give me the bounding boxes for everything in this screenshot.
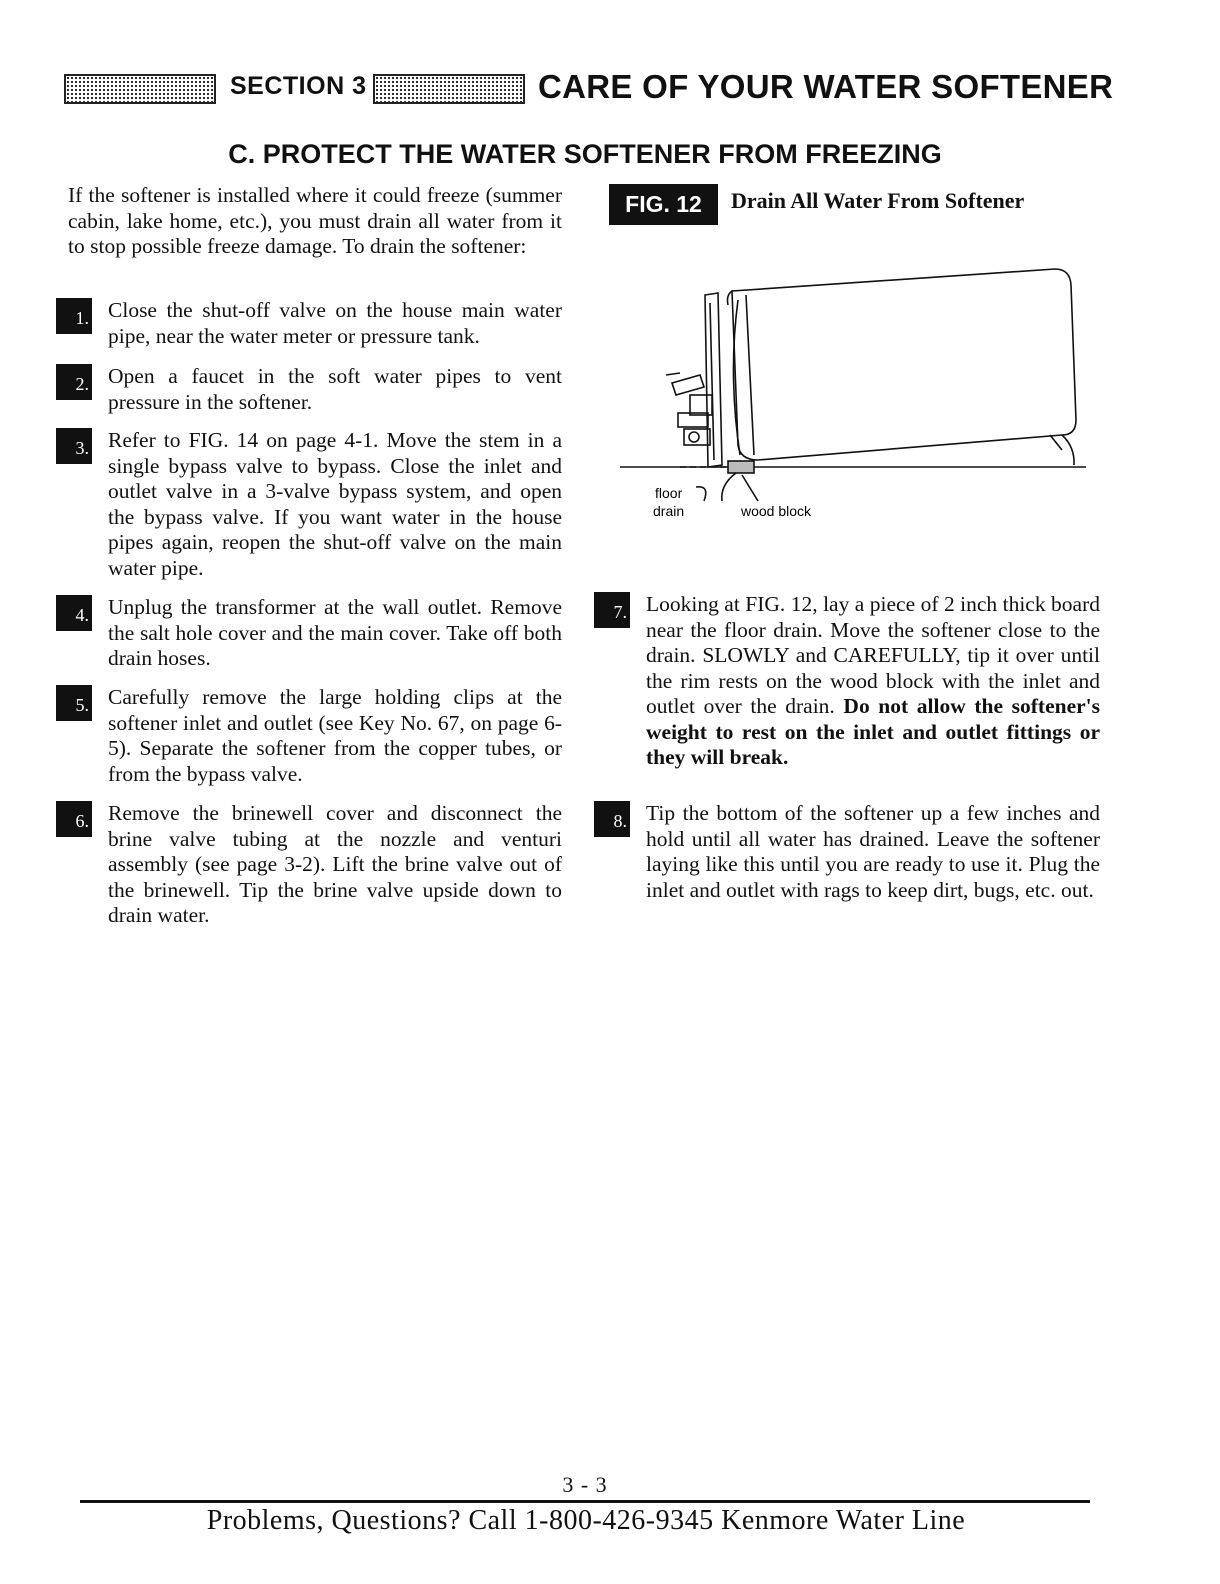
figure-label: FIG. 12 [609, 184, 718, 225]
step-text-regular: Looking at FIG. 12, lay a piece of 2 inch thick board near the floor drain. Move the softener close to the drain. SLOWLY and CAREFULLY, tip it over until the rim rests on the wood block with the inlet and outlet over the drain. [646, 592, 1100, 718]
header-pattern-right [373, 74, 525, 104]
section-subtitle: C. PROTECT THE WATER SOFTENER FROM FREEZING [228, 139, 942, 169]
section-label: SECTION 3 [230, 72, 367, 100]
page-title: CARE OF YOUR WATER SOFTENER [538, 68, 1114, 105]
figure-text-wood-block: wood block [741, 503, 812, 519]
figure-text-drain: drain [653, 503, 685, 519]
intro-paragraph: If the softener is installed where it could freeze (summer cabin, lake home, etc.), you must drain all water from it to stop possible freeze damage. To drain the softener: [68, 183, 562, 258]
step-text: Refer to FIG. 14 on page 4-1. Move the stem in a single bypass valve to bypass. Close the inlet and outlet valve in a 3-valve bypass system, and open the bypass valve. If you want water in the house pipes again, reopen the shut-off valve on the main water pipe. [108, 428, 562, 580]
step-number: 3. [56, 428, 92, 464]
step-text-warning: Do not allow the softener's weight to rest on the inlet and outlet fittings or they will break. [646, 694, 1100, 769]
step-number: 7. [594, 592, 630, 628]
footer-text: Problems, Questions? Call 1-800-426-9345 Kenmore Water Line [206, 1505, 966, 1536]
step-text [646, 592, 1100, 771]
step-text: Tip the bottom of the softener up a few inches and hold until all water has drained. Leave the softener laying like this until you are ready to use it. Plug the inlet and outlet with rags to keep dirt, bugs, etc. out. [646, 801, 1100, 902]
footer-divider [80, 1500, 1090, 1503]
step-text: Close the shut-off valve on the house main water pipe, near the water meter or pressure tank. [108, 298, 562, 348]
step-text: Remove the brinewell cover and disconnect the brine valve tubing at the nozzle and venturi assembly (see page 3-2). Lift the brine valve out of the brinewell. Tip the brine valve upside down to drain water. [108, 801, 562, 927]
step-text: Unplug the transformer at the wall outlet. Remove the salt hole cover and the main cover. Take off both drain hoses. [108, 595, 562, 670]
step-number: 4. [56, 595, 92, 631]
step-number: 2. [56, 364, 92, 400]
softener-drain-illustration [600, 255, 1100, 535]
step-number: 5. [56, 685, 92, 721]
figure-text-floor: floor [655, 485, 683, 501]
step-number: 6. [56, 801, 92, 837]
step-text: Carefully remove the large holding clips at the softener inlet and outlet (see Key No. 67, on page 6-5). Separate the softener from the copper tubes, or from the bypass valve. [108, 685, 562, 786]
figure-caption: Drain All Water From Softener [731, 188, 1025, 213]
step-text: Open a faucet in the soft water pipes to vent pressure in the softener. [108, 364, 562, 414]
step-number: 1. [56, 298, 92, 334]
page-number: 3 - 3 [562, 1472, 608, 1497]
header-pattern-left [64, 74, 216, 104]
step-number: 8. [594, 801, 630, 837]
